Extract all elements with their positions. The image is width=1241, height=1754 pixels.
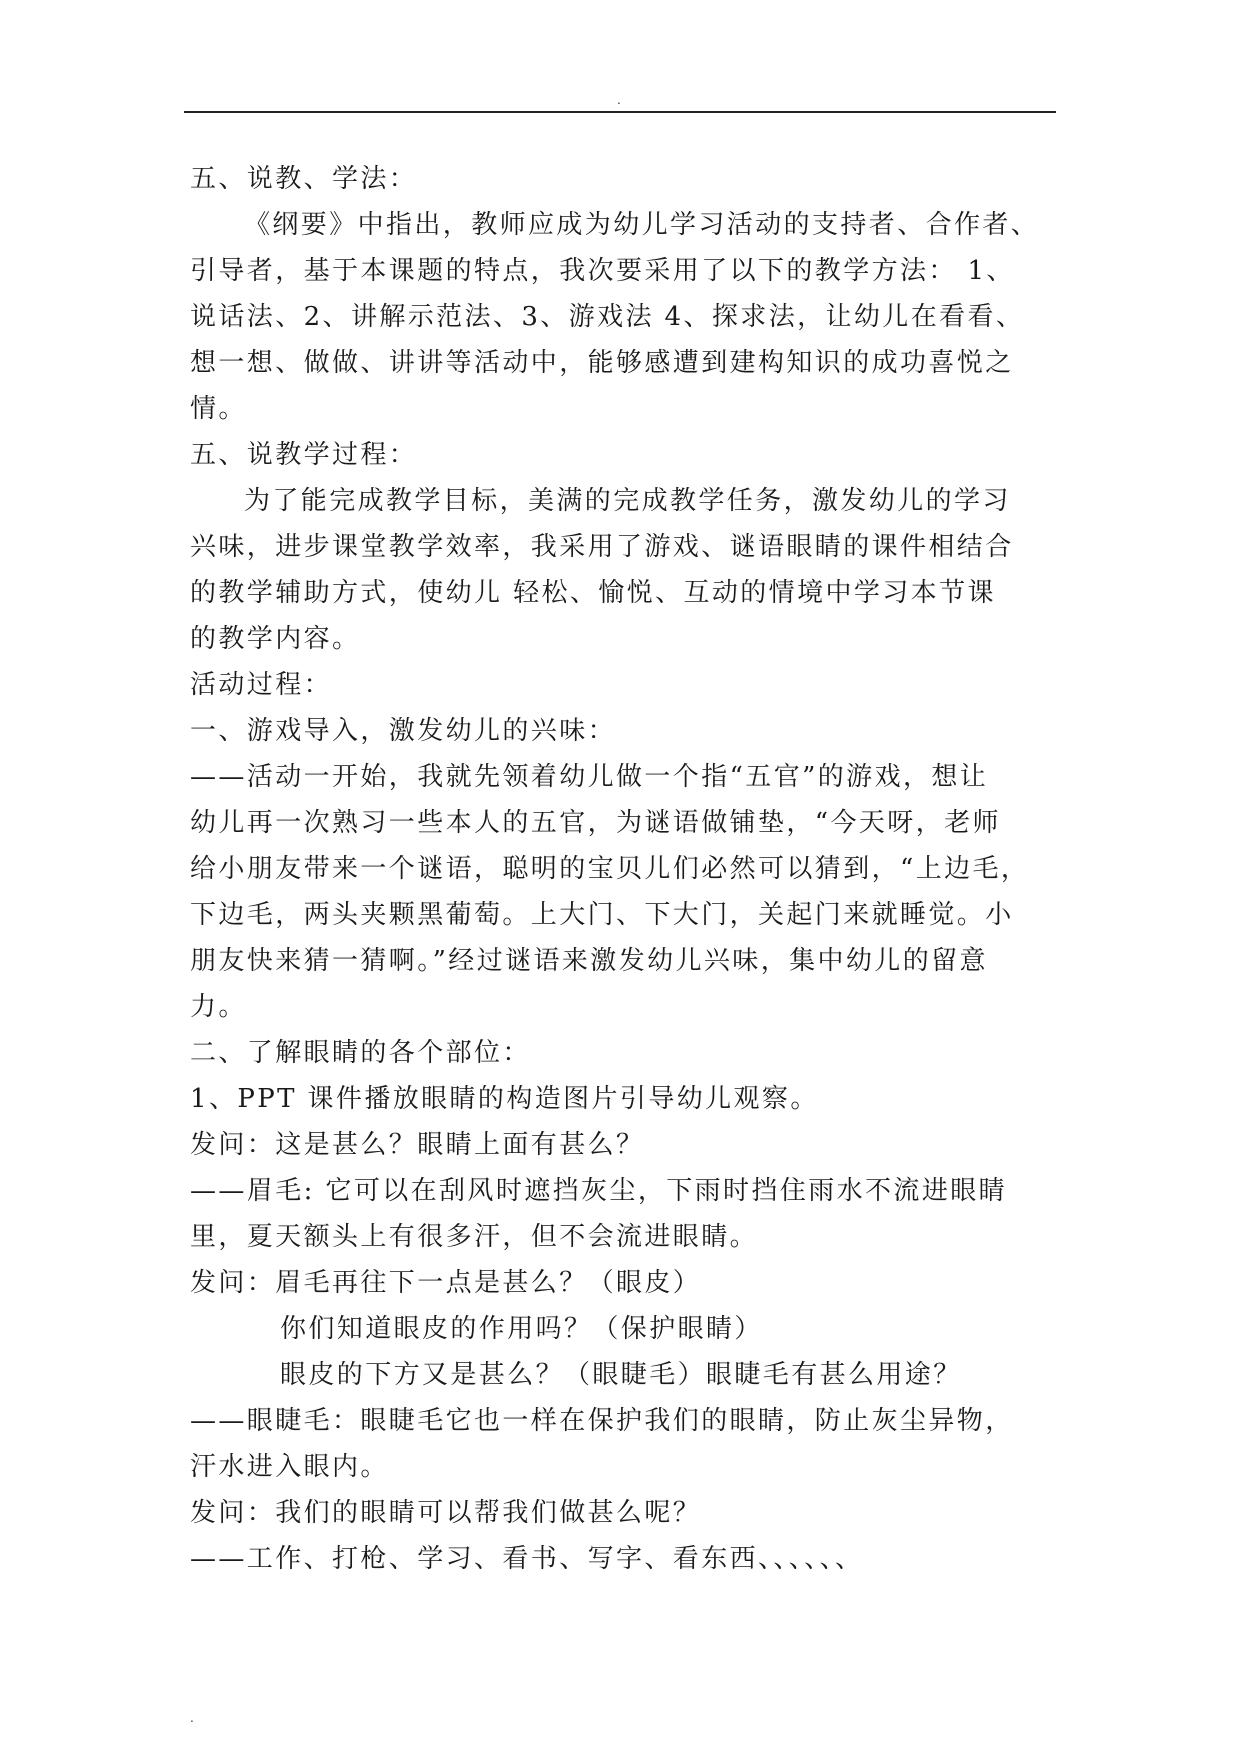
paragraph-line: 为了能完成教学目标，美满的完成教学任务，激发幼儿的学习: [244, 486, 1011, 516]
subsection-heading-eye-parts: 二、了解眼睛的各个部位：: [190, 1038, 531, 1068]
question-line: 发问：眉毛再往下一点是甚么？（眼皮）: [190, 1268, 702, 1298]
paragraph-line: 1、PPT 课件播放眼睛的构造图片引导幼儿观察。: [190, 1084, 819, 1114]
paragraph-line: 情。: [190, 394, 247, 424]
paragraph-line: 引导者，基于本课题的特点，我次要采用了以下的教学方法： 1、: [190, 256, 1015, 286]
paragraph-line: 说话法、2、讲解示范法、3、游戏法 4、探求法，让幼儿在看看、: [190, 302, 1025, 332]
paragraph-line: 兴味，进步课堂教学效率，我采用了游戏、谜语眼睛的课件相结合: [190, 532, 1014, 562]
question-line: 发问：我们的眼睛可以帮我们做甚么呢？: [190, 1498, 702, 1528]
footer-dot: .: [190, 1711, 194, 1725]
section-heading-methods: 五、说教、学法：: [190, 164, 418, 194]
document-body: [190, 156, 1050, 1582]
question-line: 你们知道眼皮的作用吗？（保护眼睛）: [280, 1314, 763, 1344]
section-heading-activity: 活动过程：: [190, 670, 333, 700]
paragraph-line: 给小朋友带来一个谜语，聪明的宝贝儿们必然可以猜到，“上边毛，: [190, 854, 1030, 884]
header-dot: .: [617, 93, 621, 107]
paragraph-line: 朋友快来猜一猜啊。”经过谜语来激发幼儿兴味，集中幼儿的留意: [190, 946, 988, 976]
paragraph-line: 下边毛，两头夹颗黑葡萄。上大门、下大门，关起门来就睡觉。小: [190, 900, 1014, 930]
paragraph-line: 的教学辅助方式，使幼儿 轻松、愉悦、互动的情境中学习本节课: [190, 578, 996, 608]
paragraph-line: 《纲要》中指出，教师应成为幼儿学习活动的支持者、合作者、: [244, 210, 1040, 240]
question-line: 眼皮的下方又是甚么？（眼睫毛）眼睫毛有甚么用途？: [280, 1360, 962, 1390]
answer-line: 汗水进入眼内。: [190, 1452, 389, 1482]
answer-line: 里，夏天额头上有很多汗，但不会流进眼睛。: [190, 1222, 759, 1252]
answer-line: ——眉毛: 它可以在刮风时遮挡灰尘，下雨时挡住雨水不流进眼睛: [190, 1176, 1008, 1206]
paragraph-line: 幼儿再一次熟习一些本人的五官，为谜语做铺垫，“今天呀，老师: [190, 808, 1001, 838]
subsection-heading-intro: 一、游戏导入，激发幼儿的兴味：: [190, 716, 617, 746]
paragraph-line: 的教学内容。: [190, 624, 361, 654]
paragraph-line: 想一想、做做、讲讲等活动中，能够感遭到建构知识的成功喜悦之: [190, 348, 1014, 378]
header-rule: [184, 111, 1056, 113]
section-heading-process: 五、说教学过程：: [190, 440, 418, 470]
paragraph-line: 力。: [190, 992, 247, 1022]
answer-line: ——眼睫毛：眼睫毛它也一样在保护我们的眼睛，防止灰尘异物，: [190, 1406, 1014, 1436]
paragraph-line: ——活动一开始，我就先领着幼儿做一个指“五官”的游戏，想让: [190, 762, 989, 792]
question-line: 发问：这是甚么？眼睛上面有甚么？: [190, 1130, 645, 1160]
answer-line: ——工作、打枪、学习、看书、写字、看东西、、、、、、: [190, 1544, 864, 1574]
